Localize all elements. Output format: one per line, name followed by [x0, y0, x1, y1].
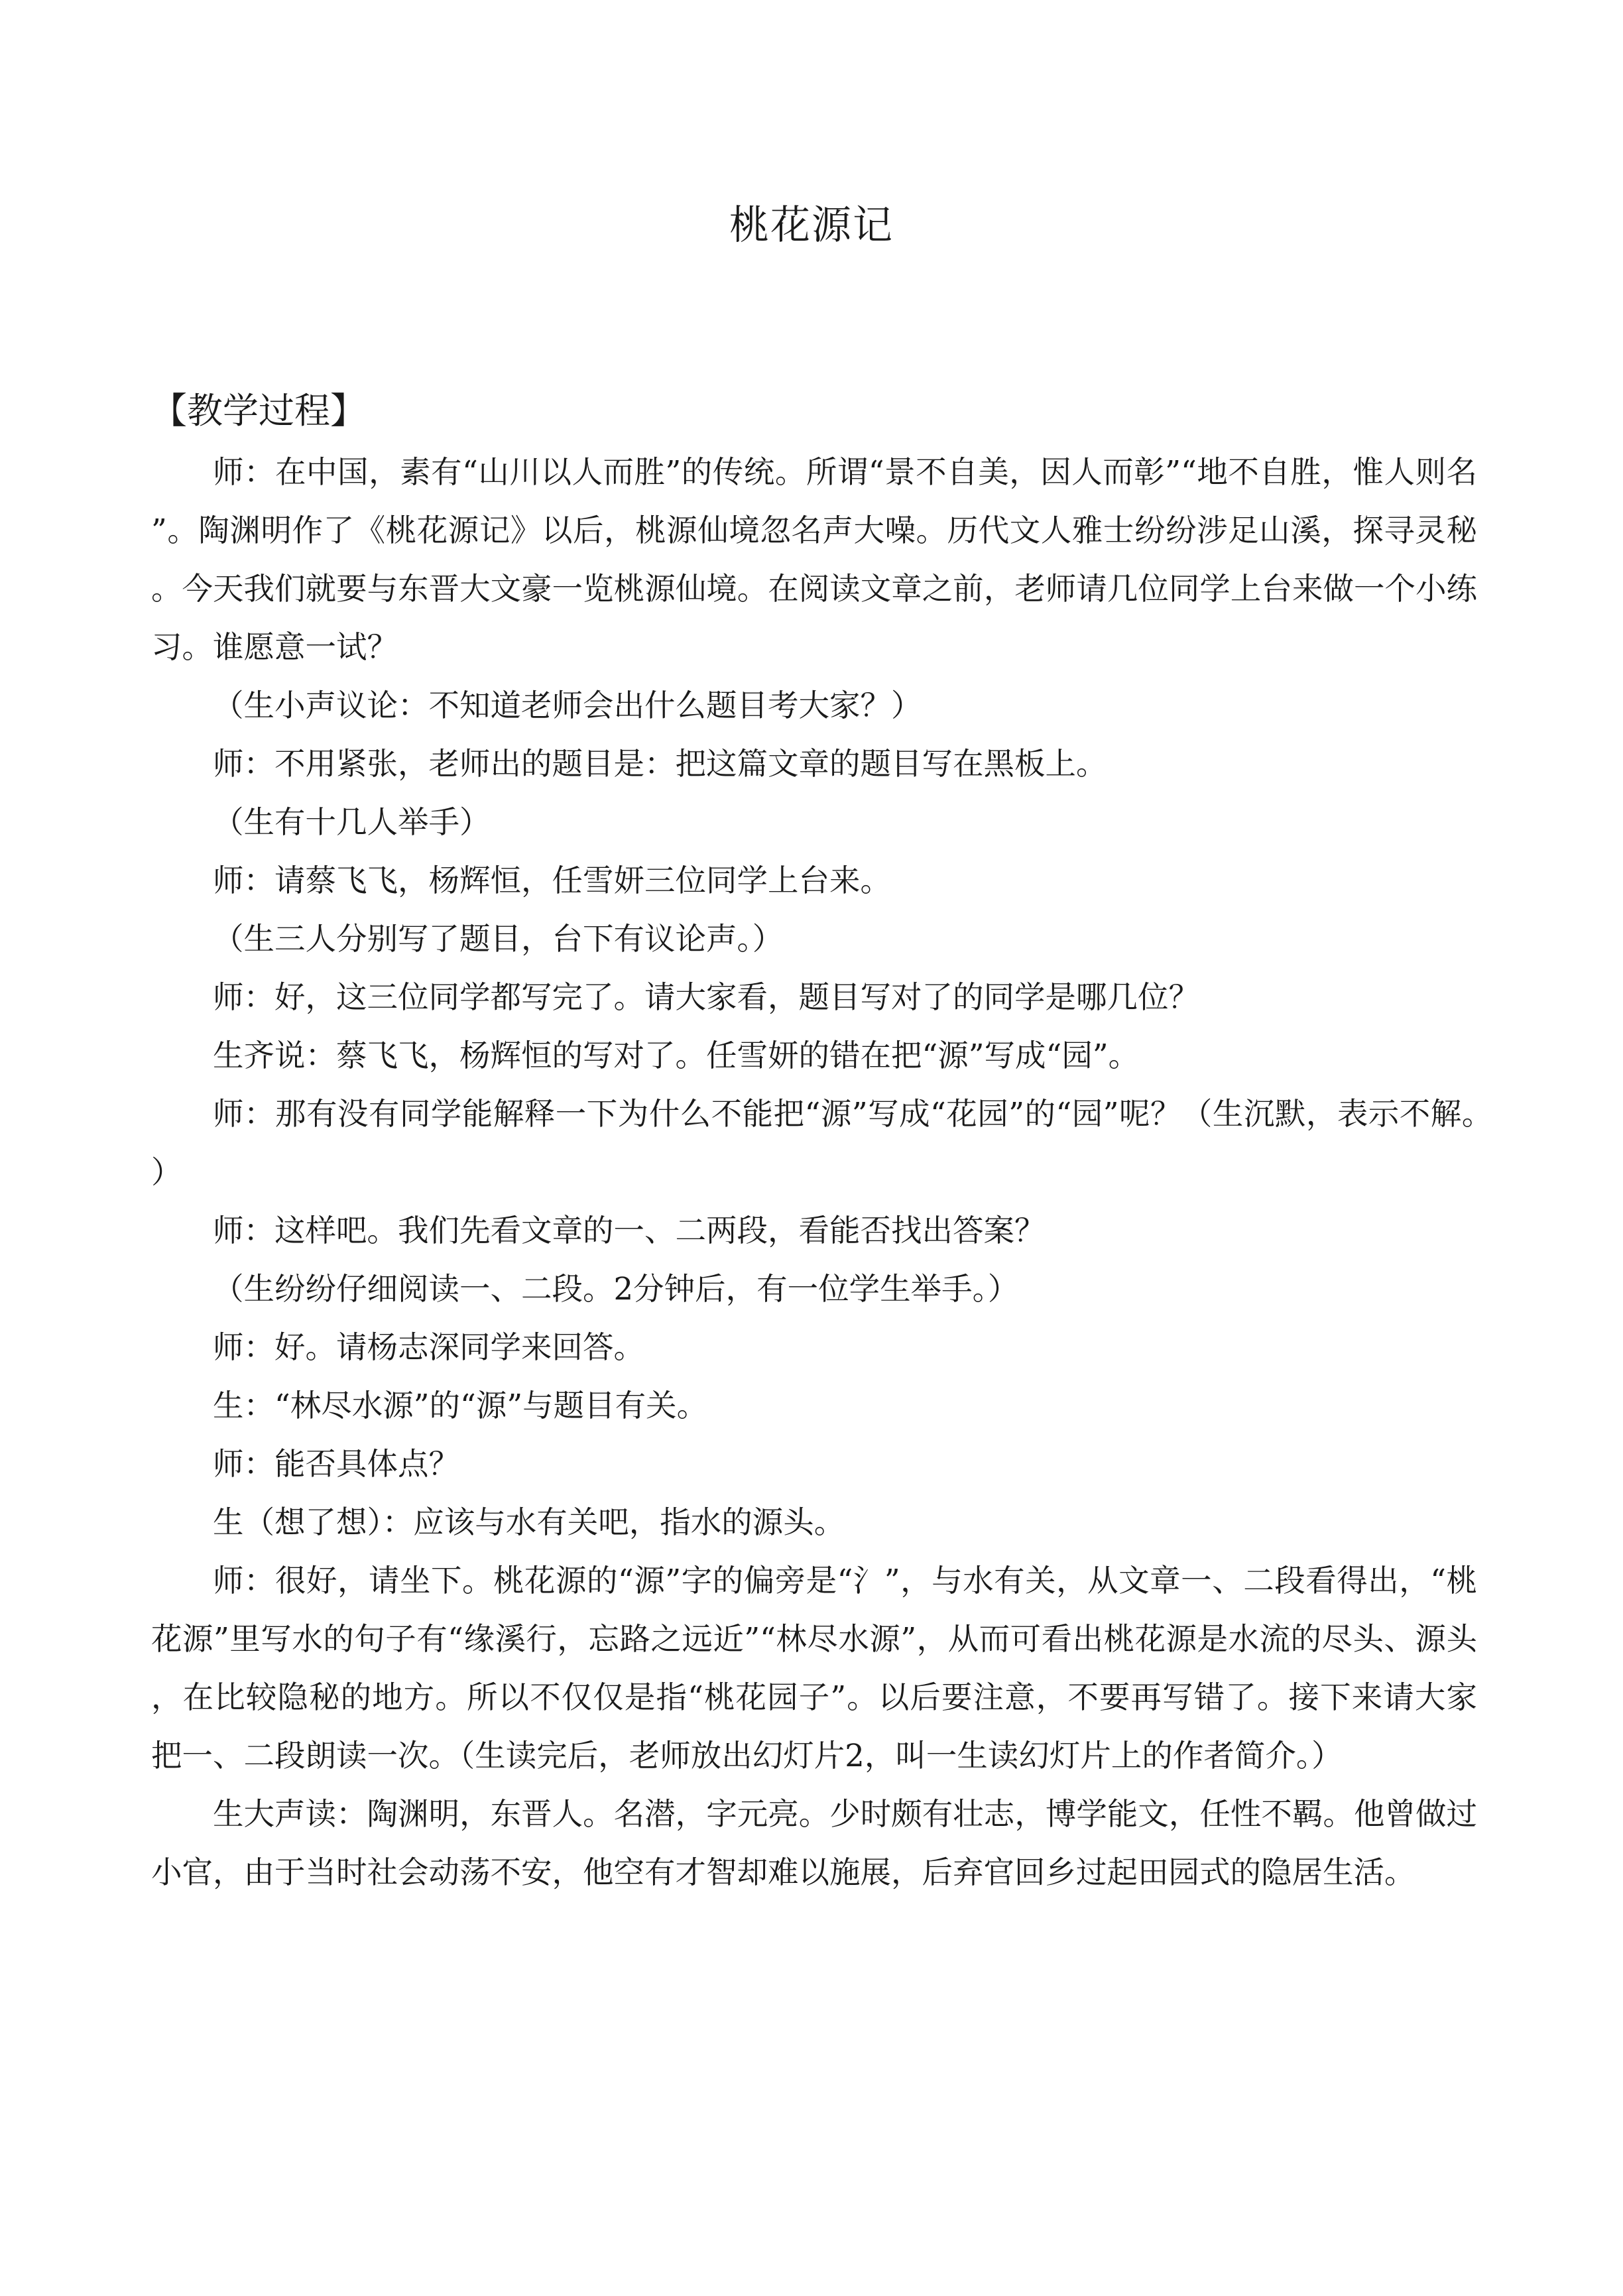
paragraph: （生三人分别写了题目，台下有议论声。）	[213, 921, 784, 957]
section-heading-teaching-process: 【教学过程】	[151, 390, 366, 432]
paragraph: （生纷纷仔细阅读一、二段。2分钟后，有一位学生举手。）	[213, 1271, 1019, 1307]
paragraph: 师：好。请杨志深同学来回答。	[213, 1329, 644, 1365]
paragraph: 师：能否具体点？	[213, 1446, 459, 1482]
paragraph: （生小声议论：不知道老师会出什么题目考大家？）	[213, 688, 922, 723]
paragraph: 师：很好，请坐下。桃花源的“源”字的偏旁是“氵”，与水有关，从文章一、二段看得出，“桃花源”里写水的句子有“缘溪行，忘路之远近”“林尽水源”，从而可看出桃花源是水流的尽头、源头，在比较隐秘的地方。所以不仅仅是指“桃花园子”。以后要注意，不要再写错了。接下来请大家把一、二段朗读一次。（生读完后，老师放出幻灯片2，叫一生读幻灯片上的作者简介。）	[151, 1563, 1477, 1774]
paragraph: 师：在中国，素有“山川以人而胜”的传统。所谓“景不自美，因人而彰”“地不自胜，惟人则名”。陶渊明作了《桃花源记》以后，桃源仙境忽名声大噪。历代文人雅士纷纷涉足山溪，探寻灵秘。今天我们就要与东晋大文豪一览桃源仙境。在阅读文章之前，老师请几位同学上台来做一个小练习。谁愿意一试？	[151, 454, 1477, 665]
paragraph: 生（想了想）：应该与水有关吧，指水的源头。	[213, 1504, 845, 1540]
paragraph: 师：请蔡飞飞，杨辉恒，任雪妍三位同学上台来。	[213, 863, 891, 898]
paragraph: 生大声读：陶渊明，东晋人。名潜，字元亮。少时颇有壮志，博学能文，任性不羁。他曾做过小官，由于当时社会动荡不安，他空有才智却难以施展，后弃官回乡过起田园式的隐居生活。	[151, 1796, 1477, 1890]
paragraph: 师：这样吧。我们先看文章的一、二两段，看能否找出答案？	[213, 1213, 1046, 1248]
paragraph: 生：“林尽水源”的“源”与题目有关。	[213, 1388, 708, 1423]
paragraph: 师：不用紧张，老师出的题目是：把这篇文章的题目写在黑板上。	[213, 746, 1107, 782]
paragraph: 生齐说：蔡飞飞，杨辉恒的写对了。任雪妍的错在把“源”写成“园”。	[213, 1038, 1140, 1073]
paragraph: 师：好，这三位同学都写完了。请大家看，题目写对了的同学是哪几位？	[213, 979, 1199, 1015]
document-body	[151, 443, 1477, 1902]
document-title: 桃花源记	[729, 202, 894, 249]
paragraph: （生有十几人举手）	[213, 804, 491, 840]
paragraph: 师：那有没有同学能解释一下为什么不能把“源”写成“花园”的“园”呢？（生沉默，表示不解。）	[151, 1096, 1477, 1190]
